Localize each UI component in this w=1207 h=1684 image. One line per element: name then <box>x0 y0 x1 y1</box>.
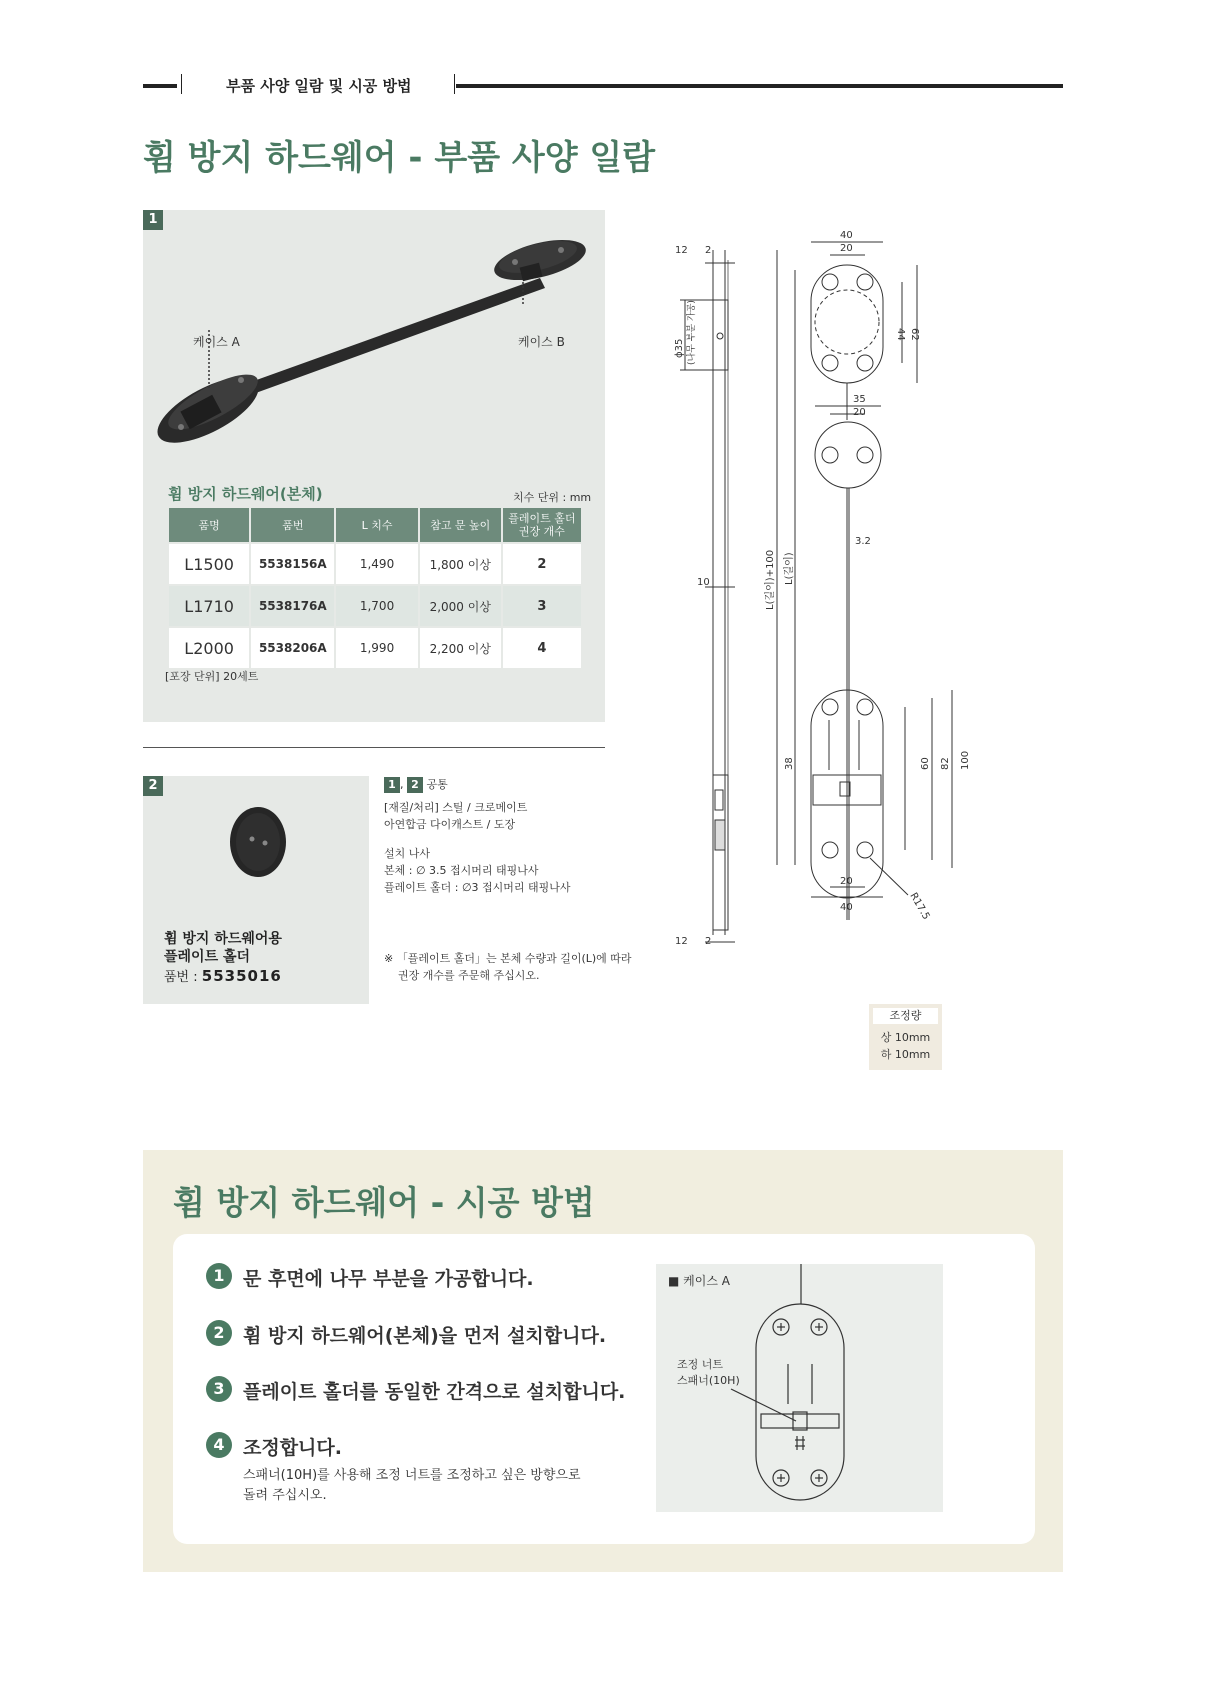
dim-label: 38 <box>784 757 795 770</box>
col-header: 품명 <box>168 507 250 543</box>
cell-holder-count: 2 <box>502 543 582 585</box>
header-rule-left <box>143 84 177 88</box>
dim-label: 3.2 <box>855 536 871 547</box>
front-view <box>777 242 952 920</box>
col-header: 플레이트 홀더 권장 개수 <box>502 507 582 543</box>
adjustment-title: 조정량 <box>873 1008 938 1024</box>
table-row <box>168 627 582 669</box>
header-section-title: 부품 사양 일람 및 시공 방법 <box>226 77 412 95</box>
step-number: 4 <box>206 1432 232 1458</box>
step-text: 문 후면에 나무 부분을 가공합니다. <box>243 1268 534 1290</box>
cell-name: L2000 <box>168 627 250 669</box>
dim-label: 40 <box>840 230 853 241</box>
step4-description <box>243 1466 581 1506</box>
header-rule-right <box>456 84 1063 88</box>
cell-holder-count: 4 <box>502 627 582 669</box>
technical-drawing <box>640 230 1040 970</box>
dim-label: 62 <box>909 328 920 341</box>
code-label: 품번 : <box>164 970 202 985</box>
inset-title: ■ 케이스 A <box>668 1274 730 1288</box>
adjust-down: 하 10mm <box>880 1048 931 1061</box>
note-line1: ※ 「플레이트 홀더」는 본체 수량과 길이(L)에 따라 <box>384 952 632 965</box>
panel-badge-2: 2 <box>143 776 163 796</box>
panel-badge-1: 1 <box>143 210 163 230</box>
col-header: 품번 <box>250 507 335 543</box>
plate-holder-code <box>164 966 282 985</box>
inset-label-nut: 조정 너트 <box>677 1358 724 1371</box>
dim-label: 12 <box>675 245 688 256</box>
step-text: 조정합니다. <box>243 1437 342 1459</box>
cell-door-height: 2,000 이상 <box>419 585 502 627</box>
spec-table-header <box>168 507 582 543</box>
screw-body: 본체 : ∅ 3.5 접시머리 태핑나사 <box>384 864 539 877</box>
header-divider <box>454 74 455 94</box>
step4-desc-line2: 돌려 주십시오. <box>243 1488 327 1503</box>
plate-holder-illustration <box>228 805 288 879</box>
cell-part-no: 5538176A <box>250 585 335 627</box>
unit-note: 치수 단위 : mm <box>513 491 592 504</box>
cell-l-size: 1,490 <box>335 543 418 585</box>
label-case-b: 케이스 B <box>518 335 565 349</box>
dim-label: 44 <box>895 328 906 341</box>
plate-holder-name <box>164 930 282 966</box>
dim-label: 100 <box>960 750 971 770</box>
common-badge-2: 2 <box>407 777 423 793</box>
dim-label: 82 <box>940 757 951 770</box>
step4-desc-line1: 스패너(10H)를 사용해 조정 너트를 조정하고 싶은 방향으로 <box>243 1468 581 1483</box>
col-header: L 치수 <box>335 507 418 543</box>
dim-label: 2 <box>705 936 712 947</box>
step-number: 2 <box>206 1320 232 1346</box>
section-divider <box>143 747 605 748</box>
spec-table-title: 휨 방지 하드웨어(본체) <box>168 485 323 503</box>
step-number: 1 <box>206 1263 232 1289</box>
cell-part-no: 5538156A <box>250 543 335 585</box>
dim-label: 20 <box>840 243 853 254</box>
table-row <box>168 543 582 585</box>
dim-label: 20 <box>840 876 853 887</box>
cell-door-height: 1,800 이상 <box>419 543 502 585</box>
order-note <box>384 950 632 984</box>
label-case-a: 케이스 A <box>193 335 240 349</box>
screw-plate: 플레이트 홀더 : ∅3 접시머리 태핑나사 <box>384 881 571 894</box>
material-line1: [재질/처리] 스틸 / 크로메이트 <box>384 801 528 814</box>
cell-door-height: 2,200 이상 <box>419 627 502 669</box>
step-text: 플레이트 홀더를 동일한 간격으로 설치합니다. <box>243 1381 626 1403</box>
header-divider <box>181 74 182 94</box>
common-spec: 1 , 2 공통 [재질/처리] 스틸 / 크로메이트 아연합금 다이캐스트 / 도장 설치 나사 본체 : ∅ 3.5 접시머리 태핑나사 플레이트 홀더 : ∅3 접시머리 태핑나사 <box>384 778 571 894</box>
common-badge-1: 1 <box>384 777 400 793</box>
plate-holder-name-line2: 플레이트 홀더 <box>164 949 251 965</box>
cell-holder-count: 3 <box>502 585 582 627</box>
dim-l: L(길이) <box>784 552 795 585</box>
inset-label-spanner: 스패너(10H) <box>677 1374 740 1387</box>
page-title: 휨 방지 하드웨어 - 부품 사양 일람 <box>143 138 656 178</box>
step-number: 3 <box>206 1376 232 1402</box>
step-text: 휨 방지 하드웨어(본체)을 먼저 설치합니다. <box>243 1325 607 1347</box>
installation-title: 휨 방지 하드웨어 - 시공 방법 <box>173 1183 595 1222</box>
dim-label: 20 <box>853 407 866 418</box>
note-line2: 권장 개수를 주문해 주십시오. <box>398 969 540 982</box>
plate-holder-name-line1: 휨 방지 하드웨어용 <box>164 931 282 947</box>
hardware-rod <box>223 278 545 402</box>
col-header: 참고 문 높이 <box>419 507 502 543</box>
code-value: 5535016 <box>201 967 282 985</box>
dim-label: 10 <box>697 577 710 588</box>
dim-dia: ϕ35 <box>674 338 685 358</box>
dim-l-plus: L(길이)+100 <box>765 549 776 610</box>
dim-label: 2 <box>705 245 712 256</box>
cell-name: L1710 <box>168 585 250 627</box>
screw-title: 설치 나사 <box>384 847 431 860</box>
spec-table <box>167 506 583 670</box>
cell-l-size: 1,700 <box>335 585 418 627</box>
table-row <box>168 585 582 627</box>
dim-label: 60 <box>920 757 931 770</box>
material-line2: 아연합금 다이캐스트 / 도장 <box>384 818 516 831</box>
inset-label <box>677 1357 740 1389</box>
cell-l-size: 1,990 <box>335 627 418 669</box>
cell-name: L1500 <box>168 543 250 585</box>
dim-label: 40 <box>840 902 853 913</box>
dim-radius: R17.5 <box>907 891 932 922</box>
dim-label: 35 <box>853 394 866 405</box>
dim-dia-sub: (나무 부분 가공) <box>687 300 697 365</box>
common-label: 공통 <box>426 778 448 791</box>
dim-label: 12 <box>675 936 688 947</box>
cell-part-no: 5538206A <box>250 627 335 669</box>
adjust-up: 상 10mm <box>880 1031 931 1044</box>
adjustment-values <box>869 1029 942 1063</box>
packing-unit: [포장 단위] 20세트 <box>165 670 259 683</box>
